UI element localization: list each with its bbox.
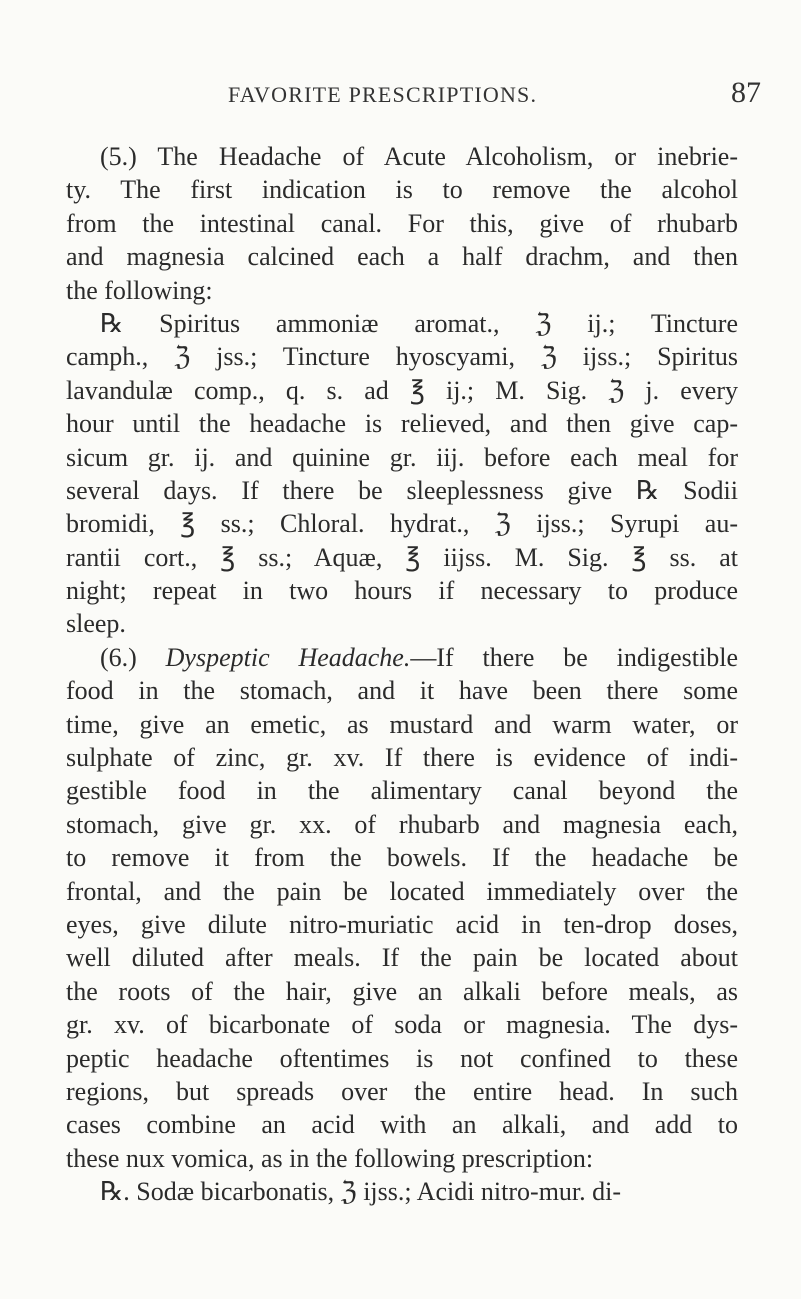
text-line: the following: — [66, 275, 213, 305]
text-line: several days. If there be sleeplessness give ℞ Sodii — [66, 475, 738, 505]
text-line: hour until the headache is relieved, and then give cap- — [66, 409, 738, 439]
running-title: FAVORITE PRESCRIPTIONS. — [228, 82, 538, 107]
text-line: and magnesia calcined each a half drachm, and then — [66, 242, 738, 272]
text-line: sleep. — [66, 609, 126, 639]
text-line: sulphate of zinc, gr. xv. If there is evidence of indi- — [66, 743, 738, 773]
text-line: ℞. Sodæ bicarbonatis, ℨ ijss.; Acidi nitro-mur. di- — [100, 1177, 622, 1207]
text-span: (6.) — [100, 642, 166, 672]
text-line: to remove it from the bowels. If the headache be — [66, 843, 738, 873]
text-line: peptic headache oftentimes is not confined to these — [66, 1043, 738, 1073]
text-line: ℞ Spiritus ammoniæ aromat., ℨ ij.; Tincture — [100, 308, 738, 338]
text-line: camph., ℨ jss.; Tincture hyoscyami, ℨ ijss.; Spiritus — [66, 342, 738, 372]
text-line: lavandulæ comp., q. s. ad ℥ ij.; M. Sig. ℨ j. every — [66, 375, 738, 405]
text-line: these nux vomica, as in the following prescription: — [66, 1143, 594, 1173]
page-number: 87 — [731, 76, 761, 109]
text-line: stomach, give gr. xx. of rhubarb and magnesia each, — [66, 809, 738, 839]
text-line: night; repeat in two hours if necessary to produce — [66, 576, 738, 606]
text-line: food in the stomach, and it have been there some — [66, 676, 738, 706]
text-line: from the intestinal canal. For this, give of rhubarb — [66, 208, 738, 238]
text-span: —If there be indigestible — [410, 642, 738, 672]
text-line: bromidi, ℥ ss.; Chloral. hydrat., ℨ ijss.; Syrupi au- — [66, 509, 738, 539]
text-line: regions, but spreads over the entire head. In such — [66, 1076, 738, 1106]
text-line: eyes, give dilute nitro-muriatic acid in ten-drop doses, — [66, 909, 738, 939]
text-line: time, give an emetic, as mustard and warm water, or — [66, 709, 738, 739]
text-line: gestible food in the alimentary canal beyond the — [66, 776, 738, 806]
text-line: frontal, and the pain be located immediately over the — [66, 876, 738, 906]
text-line: the roots of the hair, give an alkali before meals, as — [66, 976, 738, 1006]
text-line: sicum gr. ij. and quinine gr. iij. before each meal for — [66, 442, 738, 472]
text-line: well diluted after meals. If the pain be located about — [66, 943, 738, 973]
text-line: (5.) The Headache of Acute Alcoholism, or inebrie- — [100, 142, 738, 171]
text-line: rantii cort., ℥ ss.; Aquæ, ℥ iijss. M. Sig. ℥ ss. at — [66, 542, 738, 572]
text-line: gr. xv. of bicarbonate of soda or magnesia. The dys- — [66, 1010, 738, 1040]
text-line: cases combine an acid with an alkali, and add to — [66, 1110, 738, 1140]
text-line: ty. The first indication is to remove the alcohol — [66, 175, 738, 205]
running-head — [228, 76, 771, 112]
text-line — [66, 641, 738, 674]
body-text — [66, 140, 738, 1209]
section-heading-italic: Dyspeptic Headache. — [165, 642, 411, 672]
